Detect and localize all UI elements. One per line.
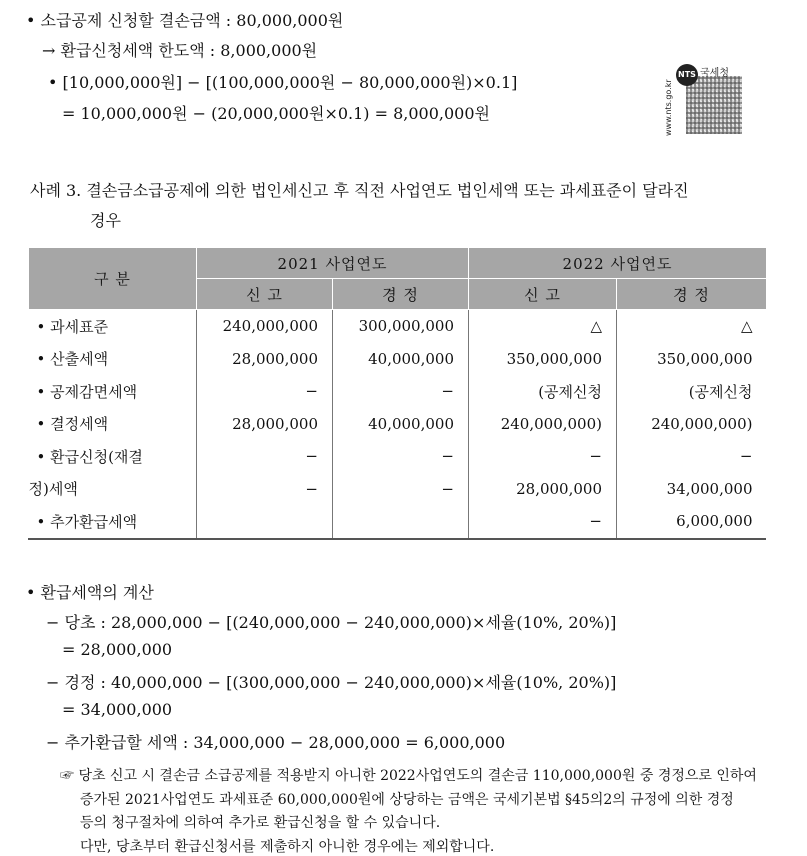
note-line-1: ☞ 당초 신고 시 결손금 소급공제를 적용받지 아니한 2022사업연도의 결손금 110,000,000원 중 경정으로 인하여 [60,768,757,784]
cell-value: − [469,440,617,473]
row-label: • 공제감면세액 [36,382,138,401]
note-line-3: 등의 청구절차에 의하여 추가로 환급신청을 할 수 있습니다. [80,815,441,831]
header-report-2021: 신 고 [197,279,333,310]
case3-heading: 사례 3. 결손금소급공제에 의한 법인세신고 후 직전 사업연도 법인세액 또는 과세표준이 달라진 [30,181,689,200]
table-row [29,440,767,473]
row-label: • 산출세액 [36,350,109,369]
cell-value: 28,000,000 [469,473,617,506]
header-correction-2021: 경 정 [333,279,469,310]
refund-amount-bullet: • 소급공제 신청할 결손금액 : 80,000,000원 [26,11,344,30]
formula-line-2: = 10,000,000원 − (20,000,000원×0.1) = 8,000,000원 [62,104,491,123]
row-label: • 결정세액 [36,415,109,434]
note-line-2: 증가된 2021사업연도 과세표준 60,000,000원에 상당하는 금액은 국세기본법 §45의2의 규정에 의한 경정 [80,792,734,808]
cell-value: 28,000,000 [197,343,333,376]
header-category: 구 분 [29,248,197,310]
row-label: 정)세액 [28,480,78,499]
table-row [29,473,767,506]
row-label: • 환급신청(재결 [36,447,143,466]
cell-value: 6,000,000 [617,505,767,538]
cell-value: 240,000,000 [197,310,333,343]
cell-value: (공제신청 [469,375,617,408]
header-report-2022: 신 고 [469,279,617,310]
cell-value [197,505,333,538]
table-row [29,375,767,408]
table-row [29,408,767,441]
row-label: • 과세표준 [36,317,109,336]
table-bottom-rule [28,538,766,540]
cell-value [333,505,469,538]
cell-value: 240,000,000) [469,408,617,441]
qr-side-url: www.nts.go.kr [664,79,673,136]
calc-initial: − 당초 : 28,000,000 − [(240,000,000 − 240,000,000)×세율(10%, 20%)] [46,613,617,632]
table-row [29,310,767,343]
cell-value: 28,000,000 [197,408,333,441]
cell-value: 300,000,000 [333,310,469,343]
header-year-2021: 2021 사업연도 [197,248,469,279]
calc-correction: − 경정 : 40,000,000 − [(300,000,000 − 240,000,000)×세율(10%, 20%)] [46,673,617,692]
refund-limit-line: → 환급신청세액 한도액 : 8,000,000원 [42,41,318,60]
cell-value: △ [617,310,767,343]
table-row [29,505,767,538]
note-line-4: 다만, 당초부터 환급신청서를 제출하지 아니한 경우에는 제외합니다. [80,839,495,855]
nts-seal-logo: NTS [676,64,698,86]
header-year-2022: 2022 사업연도 [469,248,767,279]
formula-line-1: • [10,000,000원] − [(100,000,000원 − 80,000,000원)×0.1] [48,73,518,92]
cell-value: 350,000,000 [617,343,767,376]
cell-value: − [333,440,469,473]
cell-value: 240,000,000) [617,408,767,441]
cell-value: 40,000,000 [333,343,469,376]
case3-heading-cont: 경우 [90,211,121,230]
calc-title: • 환급세액의 계산 [26,583,154,602]
cell-value: 350,000,000 [469,343,617,376]
qr-title: 국세청 [700,68,729,79]
cell-value: (공제신청 [617,375,767,408]
cell-value: − [333,473,469,506]
calc-initial-result: = 28,000,000 [62,640,173,659]
row-label: • 추가환급세액 [36,512,138,531]
table-row [29,343,767,376]
calc-correction-result: = 34,000,000 [62,700,173,719]
cell-value: 40,000,000 [333,408,469,441]
cell-value: − [333,375,469,408]
calc-additional-refund: − 추가환급할 세액 : 34,000,000 − 28,000,000 = 6,000,000 [46,733,506,752]
cell-value: − [617,440,767,473]
cell-value: − [197,473,333,506]
cell-value: − [197,440,333,473]
cell-value: △ [469,310,617,343]
cell-value: − [469,505,617,538]
cell-value: − [197,375,333,408]
cell-value: 34,000,000 [617,473,767,506]
qr-code-image [686,76,742,134]
refund-comparison-table [28,247,767,538]
header-correction-2022: 경 정 [617,279,767,310]
